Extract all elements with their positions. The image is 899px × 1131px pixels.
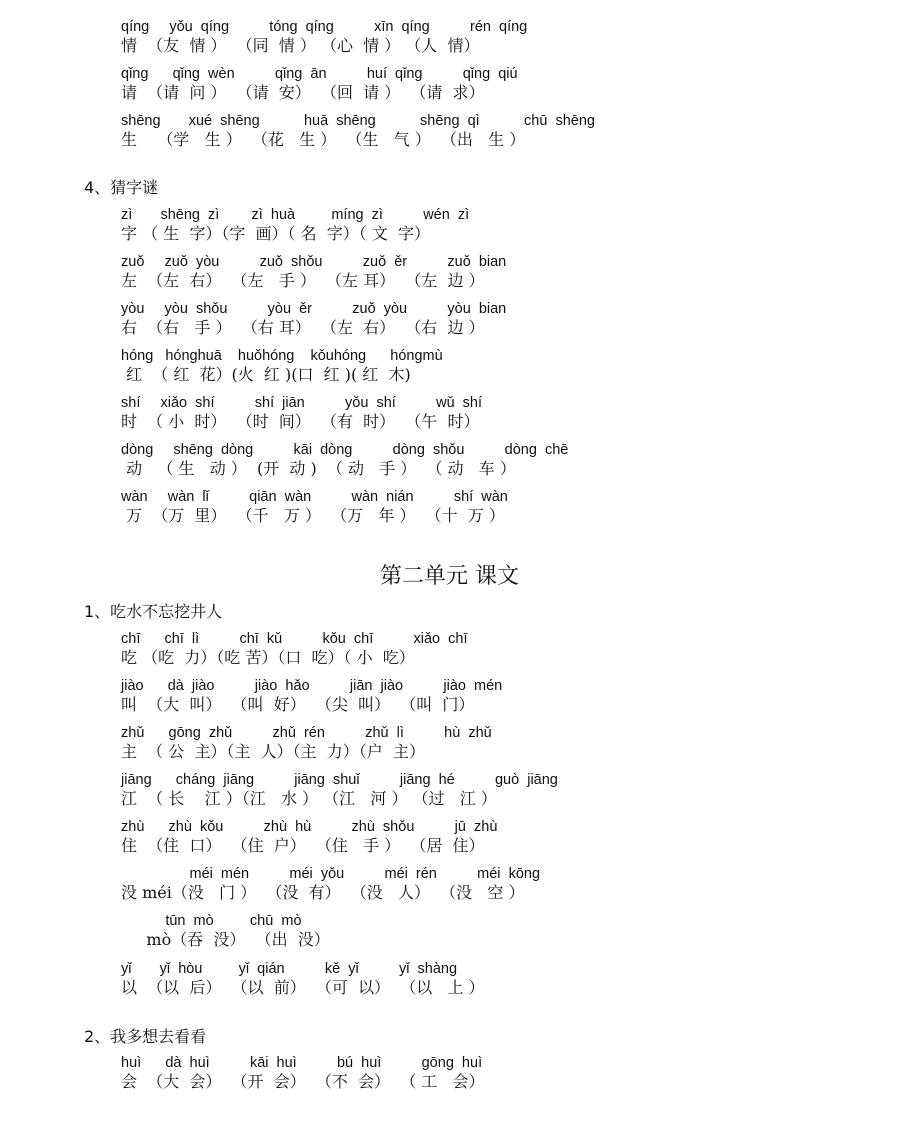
hanzi-line: 情 （友 情 ） （同 情 ） （心 情 ） （人 情）: [121, 36, 480, 55]
vocab-row-zuo: [121, 254, 507, 294]
vocab-row-zi: [121, 207, 470, 247]
vocab-row-mei: [121, 866, 541, 906]
vocab-row-qing: [121, 19, 528, 59]
vocab-row-sheng: [121, 113, 595, 153]
hanzi-line: 动 （ 生 动 ） (开 动 ) （ 动 手 ） （ 动 车 ）: [121, 459, 516, 478]
hanzi-line: 字 （ 生 字）（字 画）（ 名 字）（ 文 字）: [121, 224, 431, 243]
vocab-row-hong: [121, 348, 443, 388]
pinyin-line: zhù zhù kǒu zhù hù zhù shǒu jū zhù: [121, 819, 498, 835]
unit-title: 第二单元 课文: [380, 564, 519, 589]
vocab-row-jiang: [121, 772, 558, 812]
hanzi-line: 住 （住 口） （住 户） （住 手 ） （居 住）: [121, 836, 485, 855]
pinyin-line: dòng shēng dòng kāi dòng dòng shǒu dòng chē: [121, 442, 569, 458]
vocab-row-hui: [121, 1055, 485, 1095]
hanzi-line: 请 （请 问 ） （请 安） （回 请 ） （请 求）: [121, 83, 485, 102]
pinyin-line: wàn wàn lǐ qiān wàn wàn nián shí wàn: [121, 489, 508, 505]
hanzi-line: 红 （ 红 花）(火 红 )(口 红 )( 红 木): [121, 365, 411, 384]
pinyin-line: zuǒ zuǒ yòu zuǒ shǒu zuǒ ěr zuǒ bian: [121, 254, 507, 270]
pinyin-line: shí xiǎo shí shí jiān yǒu shí wǔ shí: [121, 395, 483, 411]
hanzi-line: 主 （ 公 主）（主 人）（主 力）（户 主）: [121, 742, 425, 761]
pinyin-line: jiào dà jiào jiào hǎo jiān jiào jiào mén: [121, 678, 503, 694]
hanzi-line: mò（吞 没） （出 没）: [121, 930, 330, 949]
vocab-row-wan: [121, 489, 508, 529]
vocab-row-yi: [121, 961, 485, 1001]
vocab-row-qing-ask: [121, 66, 518, 106]
hanzi-line: 叫 （大 叫） （叫 好） （尖 叫） （叫 门）: [121, 695, 475, 714]
hanzi-line: 没 méi（没 门 ） （没 有） （没 人） （没 空 ）: [121, 883, 525, 902]
pinyin-line: jiāng cháng jiāng jiāng shuǐ jiāng hé guò jiāng: [121, 772, 558, 788]
lesson-heading: 2、我多想去看看: [84, 1027, 207, 1046]
pinyin-line: qǐng qǐng wèn qǐng ān huí qǐng qǐng qiú: [121, 66, 518, 82]
pinyin-line: huì dà huì kāi huì bú huì gōng huì: [121, 1055, 483, 1071]
vocab-row-dong: [121, 442, 569, 482]
pinyin-line: yǐ yǐ hòu yǐ qián kě yǐ yǐ shàng: [121, 961, 458, 977]
vocab-row-you: [121, 301, 507, 341]
pinyin-line: tūn mò chū mò: [121, 913, 302, 929]
hanzi-line: 左 （左 右） （左 手 ） （左 耳） （左 边 ）: [121, 271, 485, 290]
pinyin-line: hóng hónghuā huǒhóng kǒuhóng hóngmù: [121, 348, 443, 364]
hanzi-line: 以 （以 后） （以 前） （可 以） （以 上 ）: [121, 978, 485, 997]
lesson-heading: 1、吃水不忘挖井人: [84, 602, 223, 621]
vocab-row-mo: [121, 913, 330, 953]
section-heading: 4、猜字谜: [84, 178, 159, 197]
hanzi-line: 右 （右 手 ） （右 耳） （左 右） （右 边 ）: [121, 318, 485, 337]
pinyin-line: zhǔ gōng zhǔ zhǔ rén zhǔ lì hù zhǔ: [121, 725, 492, 741]
vocab-row-shi: [121, 395, 483, 435]
pinyin-line: zì shēng zì zì huà míng zì wén zì: [121, 207, 470, 223]
hanzi-line: 生 （学 生 ） （花 生 ） （生 气 ） （出 生 ）: [121, 130, 526, 149]
vocab-row-chi: [121, 631, 468, 671]
vocab-row-zhu-live: [121, 819, 498, 859]
hanzi-line: 吃 （吃 力）（吃 苦）（口 吃）（ 小 吃）: [121, 648, 415, 667]
pinyin-line: méi mén méi yǒu méi rén méi kōng: [121, 866, 541, 882]
pinyin-line: chī chī lì chī kǔ kǒu chī xiǎo chī: [121, 631, 468, 647]
pinyin-line: shēng xué shēng huā shēng shēng qì chū shēng: [121, 113, 595, 129]
hanzi-line: 会 （大 会） （开 会） （不 会） （ 工 会）: [121, 1072, 485, 1091]
hanzi-line: 万 （万 里） （千 万 ） （万 年 ） （十 万 ）: [121, 506, 505, 525]
pinyin-line: qíng yǒu qíng tóng qíng xīn qíng rén qíng: [121, 19, 528, 35]
vocab-row-jiao: [121, 678, 503, 718]
hanzi-line: 时 （ 小 时） （时 间） （有 时） （午 时）: [121, 412, 480, 431]
pinyin-line: yòu yòu shǒu yòu ěr zuǒ yòu yòu bian: [121, 301, 507, 317]
vocab-row-zhu-master: [121, 725, 492, 765]
hanzi-line: 江 （ 长 江 ）（江 水 ） （江 河 ） （过 江 ）: [121, 789, 497, 808]
